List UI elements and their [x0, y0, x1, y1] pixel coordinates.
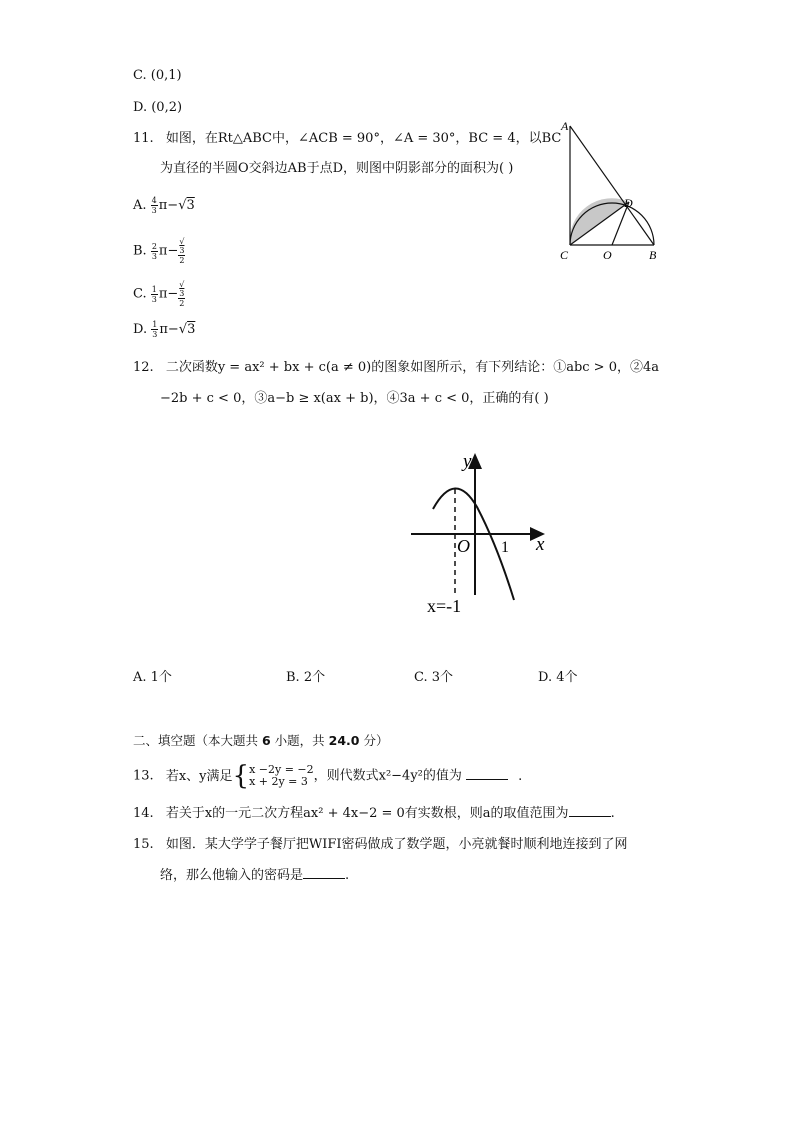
label-o: O	[603, 248, 612, 262]
question-text-line1: 二次函数y = ax² + bx + c(a ≠ 0)的图象如图所示，有下列结论：①abc > 0，②4a	[165, 360, 659, 375]
question-text-line2: −2b + c < 0，③a−b ≥ x(ax + b)，④3a + c < 0，正确的有( )	[160, 391, 549, 406]
section-heading: 二、填空题（本大题共 6 小题，共 24.0 分）	[133, 733, 389, 748]
y-label: y	[463, 451, 472, 472]
q11-option-a: A. $\frac{4}{3}$ π−√3	[133, 196, 195, 215]
label-d: D	[624, 196, 633, 210]
answer-blank[interactable]	[466, 766, 508, 780]
label-a: A	[561, 119, 569, 133]
parabola-graph	[405, 445, 560, 620]
q11-option-b: B. $\frac{2}{3}$ π− √ 3 2	[133, 237, 185, 265]
q10-option-d: D. (0,2)	[133, 100, 183, 115]
q12-option-c: C. 3个	[414, 670, 454, 685]
origin-label: O	[457, 536, 470, 556]
question-14: 14. 若关于x的一元二次方程ax² + 4x−2 = 0有实数根，则a的取值范围为 .	[133, 803, 615, 824]
question-number: 15.	[133, 837, 154, 852]
tick-label-1: 1	[501, 539, 509, 556]
question-number: 14.	[133, 806, 154, 821]
fraction: $\frac{1}{3}$	[152, 320, 158, 339]
question-text-line2: 络，那么他输入的密码是	[160, 868, 304, 883]
question-text-line1: 如图．某大学学子餐厅把WIFI密码做成了数学题，小亮就餐时顺利地连接到了网	[165, 837, 628, 852]
answer-blank[interactable]	[569, 803, 611, 817]
root-fraction: √ 3 2	[179, 280, 185, 308]
q12-option-b: B. 2个	[286, 670, 326, 685]
question-13: 13. 若x、y满足{ x −2y = −2 x + 2y = 3 ，则代数式x²−4y²的值为 .	[133, 761, 523, 791]
q11-option-d: D. $\frac{1}{3}$ π−√3	[133, 320, 196, 339]
triangle-semicircle-figure	[552, 118, 667, 263]
question-number: 13.	[133, 768, 154, 784]
question-number: 11.	[133, 131, 154, 146]
label-c: C	[560, 248, 569, 262]
root-fraction: √ 3 2	[179, 237, 185, 265]
equation-system: x −2y = −2 x + 2y = 3	[249, 763, 314, 788]
q11-option-c: C. $\frac{1}{3}$ π− √ 3 2	[133, 280, 185, 308]
question-text-line2: 为直径的半圆O交斜边AB于点D，则图中阴影部分的面积为( )	[160, 161, 514, 176]
answer-blank[interactable]	[303, 865, 345, 879]
symmetry-axis-label: x=-1	[427, 596, 462, 616]
q12-option-a: A. 1个	[133, 670, 172, 685]
question-text-line1: 如图，在Rt△ABC中，∠ACB = 90°，∠A = 30°，BC = 4，以BC	[165, 131, 562, 146]
fraction: $\frac{2}{3}$	[151, 241, 157, 261]
equation-system-brace: {	[232, 761, 250, 791]
q12-option-d: D. 4个	[538, 670, 578, 685]
fraction: $\frac{4}{3}$	[151, 196, 157, 215]
question-number: 12.	[133, 360, 154, 375]
q10-option-c: C. (0,1)	[133, 68, 182, 83]
fraction: $\frac{1}{3}$	[151, 284, 157, 304]
label-b: B	[649, 248, 657, 262]
x-label: x	[536, 534, 545, 555]
